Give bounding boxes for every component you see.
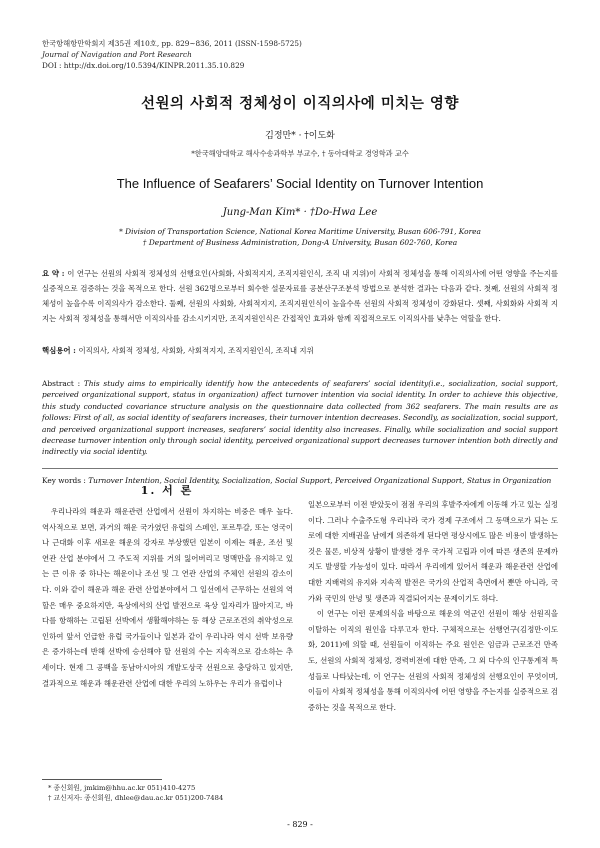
keywords-english-label: Key words : xyxy=(42,476,89,485)
section-heading-introduction: 1. 서 론 xyxy=(140,484,194,497)
affiliation-korean: *한국해양대학교 해사수송과학부 부교수, † 동아대학교 경영학과 교수 xyxy=(191,149,409,158)
footnotes xyxy=(48,783,223,803)
affiliation-english-1: * Division of Transportation Science, National Korea Maritime University, Busan 606-791, Korea xyxy=(119,227,481,236)
keywords-korean-label: 핵심용어 : xyxy=(42,346,79,355)
authors-korean: 김정만* · †이도화 xyxy=(265,131,335,141)
affiliation-english-2: † Department of Business Administration, Dong-A University, Busan 602-760, Korea xyxy=(142,238,458,247)
body-column-right xyxy=(308,497,558,715)
abstract-english xyxy=(42,378,558,458)
abstract-english-text: This study aims to empirically identify how the antecedents of seafarers’ social identity(i.e., socialization, social support, perceived organizational support, status in organization) affect turnover intention via social identity. In order to achieve this objective, this study conducted covariance structure analysis on the questionnaire data collected from 362 seafarers. The main results are as follows: First of all, as social identity of seafarers increases, their turnover intention decreases. Secondly, as socialization, social support, and perceived organizational support increases, seafarers’ social identity also increases. Finally, while socialization and social support decrease turnover intention only through social identity, perceived organizational support decreases turnover intention both directly and indirectly via social identity. xyxy=(42,379,558,457)
paper-title-korean: 선원의 사회적 정체성이 이직의사에 미치는 영향 xyxy=(141,95,459,112)
abstract-english-label: Abstract : xyxy=(42,379,84,388)
page-number: - 829 - xyxy=(287,820,313,829)
body-paragraph: 일본으로부터 이전 받았듯이 점점 우리의 후발주자에게 이동해 가고 있는 실정이다. 그러나 수출주도형 우리나라 국가 경제 구조에서 그 동맥으로가 되는 도로에 대한 지배권을 남에게 의존하게 된다면 평상시에도 많은 비용이 발생하는 것은 물론, 비상적 상황이 발생한 경우 국가적 고립과 이에 따른 생존의 문제까지도 발생할 가능성이 있다. 따라서 우리에게 있어서 해운과 해운관련 산업에 대한 지배력의 유지와 지속적 발전은 국가의 산업적 측면에서 뿐만 아니라, 국가와 국민의 안녕 및 생존과 직결되어지는 문제이기도 하다. xyxy=(308,500,558,603)
keywords-english-text: Turnover Intention, Social Identity, Socialization, Social Support, Perceived Organizational Support, Status in Organization xyxy=(88,476,552,485)
body-paragraph: 이 연구는 이런 문제의식을 바탕으로 해운의 역군인 선원이 해상 선원직을 이탈하는 이직의 원인을 다루고자 한다. 구체적으로는 선행연구(김정만·이도화, 2011)에 의할 때, 선원들이 이직하는 주요 원인은 임금과 근로조건 만족도, 선원의 사회적 정체성, 경력비전에 대한 만족, 그 외 다수의 인구통계적 특성들로 나타났는데, 이 연구는 선원의 사회적 정체성의 선행요인이 무엇이며, 이들이 사회적 정체성을 통해 이직의사에 어떤 영향을 주는지를 실증적으로 검증하는 것을 목적으로 한다. xyxy=(308,609,558,712)
footnote-divider xyxy=(42,779,162,780)
footnote-corresponding-1: * 종신회원, jmkim@hhu.ac.kr 051)410-4275 xyxy=(48,784,196,792)
body-paragraph: 우리나라의 해운과 해운관련 산업에서 선원이 차지하는 비중은 매우 높다. 역사적으로 보면, 과거의 해운 국가였던 유럽의 스페인, 포르투갈, 또는 영국이나 근대화 이후 새로운 해운의 강자로 부상했던 일본이 이제는 해운, 조선 및 연관 산업 분야에서 그 주도적 지위를 거의 잃어버리고 명맥만을 유지하고 있는 큰 이유 중 하나는 해운이나 조선 및 그 연관 산업의 주체인 선원의 감소이다. 이와 같이 해운과 해운 관련 산업분야에서 그 일선에서 근무하는 선원의 역할은 매우 중요하지만, 육상에서의 산업 발전으로 육상 일자리가 많아지고, 바다를 항해하는 고립된 선박에서 생활해야하는 등 해상 근로조건의 취약성으로 인하여 앞서 언급한 유럽 국가들이나 일본과 같이 우리나라 역시 선박 보유량은 증가하는데 반해 선박에 승선해야 할 선원의 수는 지속적으로 감소하는 추세이다. 현재 그 공백을 동남아시아의 개발도상국 선원으로 충당하고 있지만, 결과적으로 해운과 해운관련 산업에 대한 우리의 노하우는 우리가 유럽이나 xyxy=(42,507,293,688)
authors-english: Jung-Man Kim* · †Do-Hwa Lee xyxy=(222,207,378,218)
footnote-corresponding-2: † 교신저자: 종신회원, dhlee@dau.ac.kr 051)200-7484 xyxy=(48,794,224,802)
affiliation-english xyxy=(0,226,600,248)
journal-name-en: Journal of Navigation and Port Research xyxy=(42,50,192,59)
abstract-korean-label: 요 약 : xyxy=(42,269,68,278)
journal-citation: 한국항해항만학회지 제35권 제10호, pp. 829~836, 2011 (ISSN-1598-5725) xyxy=(42,39,302,48)
abstract-korean-text: 이 연구는 선원의 사회적 정체성의 선행요인(사회화, 사회적지지, 조직지원인식, 조직 내 지위)이 사회적 정체성을 통해 이직의사에 어떤 영향을 주는지를 실증적으로 검증하는 것을 목적으로 한다. 선원 362명으로부터 회수한 설문자료를 공분산구조분석 방법으로 분석한 결과는 다음과 같다. 첫째, 선원의 사회적 정체성이 높을수록 이직의사가 감소한다. 둘째, 선원의 사회화, 사회적지지, 조직지원인식이 높을수록 선원의 사회적 정체성이 강화된다. 셋째, 사회화와 사회적 지지는 사회적 정체성을 통해서만 이직의사를 감소시키지만, 조직지원인식은 간접적인 효과와 함께 직접적으로도 이직의사를 낮추는 역할을 한다. xyxy=(42,269,558,323)
journal-header xyxy=(42,38,302,71)
doi-line: DOI : http://dx.doi.org/10.5394/KINPR.2011.35.10.829 xyxy=(42,61,245,70)
paper-title-english: The Influence of Seafarers’ Social Identity on Turnover Intention xyxy=(116,176,484,191)
abstract-korean xyxy=(42,266,558,326)
keywords-divider xyxy=(42,468,558,469)
keywords-korean-text: 이직의사, 사회적 정체성, 사회화, 사회적지지, 조직지원인식, 조직내 지위 xyxy=(78,346,314,355)
keywords-korean xyxy=(42,345,558,357)
body-column-left xyxy=(42,504,293,691)
